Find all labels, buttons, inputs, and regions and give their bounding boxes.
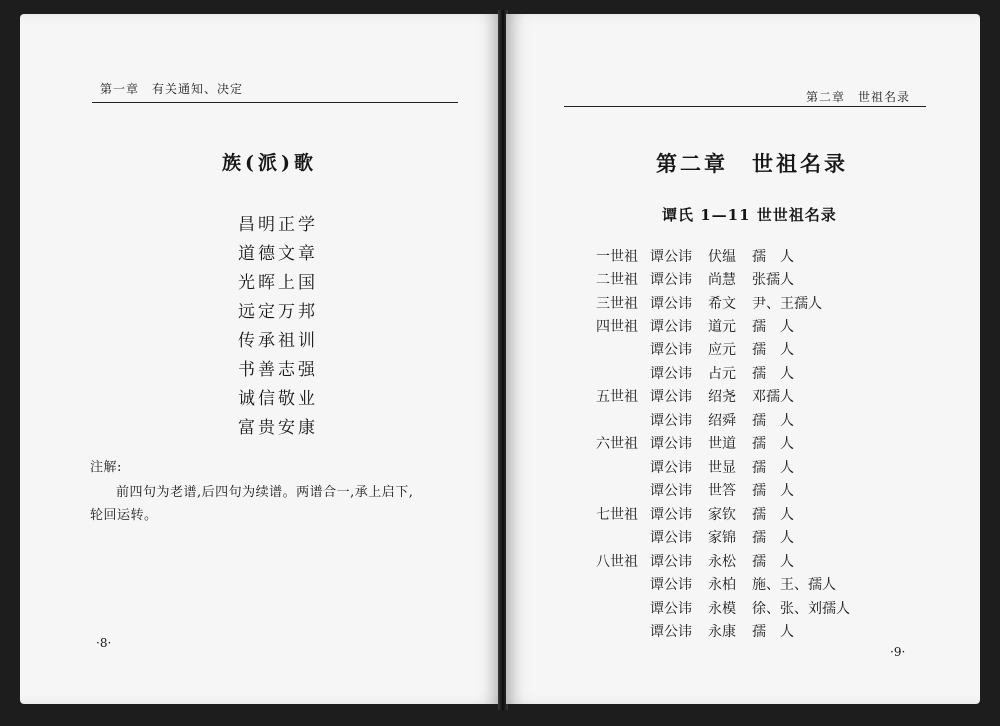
surname-cell: 谭公讳: [650, 413, 692, 429]
given-name-cell: 永柏: [708, 577, 736, 593]
ancestor-list-subtitle: 谭氏 1—11 世世祖名录: [662, 206, 837, 224]
wife-cell: 孺 人: [752, 342, 794, 358]
generation-cell: 三世祖: [596, 296, 638, 312]
right-page: [506, 14, 980, 704]
table-row: [506, 363, 980, 385]
table-row: [506, 504, 980, 526]
surname-cell: 谭公讳: [650, 601, 692, 617]
wife-cell: 孺 人: [752, 483, 794, 499]
table-row: [506, 551, 980, 573]
given-name-cell: 世道: [708, 436, 736, 452]
table-row: [506, 410, 980, 432]
wife-cell: 孺 人: [752, 436, 794, 452]
given-name-cell: 永模: [708, 601, 736, 617]
table-row: [506, 269, 980, 291]
right-page-number: ·9·: [890, 645, 906, 659]
table-row: [506, 621, 980, 643]
table-row: [506, 480, 980, 502]
verse-line: 昌明正学: [238, 215, 318, 235]
surname-cell: 谭公讳: [650, 342, 692, 358]
wife-cell: 孺 人: [752, 624, 794, 640]
wife-cell: 孺 人: [752, 507, 794, 523]
right-running-header: 第二章 世祖名录: [806, 90, 911, 104]
right-header-rule: [564, 106, 926, 107]
wife-cell: 孺 人: [752, 554, 794, 570]
verse-line: 诚信敬业: [238, 389, 318, 409]
clan-song-title: 族(派)歌: [222, 152, 317, 174]
given-name-cell: 家锦: [708, 530, 736, 546]
given-name-cell: 永松: [708, 554, 736, 570]
left-running-header: 第一章 有关通知、决定: [100, 82, 244, 96]
wife-cell: 邓孺人: [752, 389, 794, 405]
surname-cell: 谭公讳: [650, 296, 692, 312]
given-name-cell: 占元: [708, 366, 736, 382]
given-name-cell: 世显: [708, 460, 736, 476]
surname-cell: 谭公讳: [650, 507, 692, 523]
given-name-cell: 尚慧: [708, 272, 736, 288]
generation-cell: 五世祖: [596, 389, 638, 405]
table-row: [506, 246, 980, 268]
given-name-cell: 希文: [708, 296, 736, 312]
table-row: [506, 598, 980, 620]
generation-cell: 六世祖: [596, 436, 638, 452]
table-row: [506, 293, 980, 315]
wife-cell: 张孺人: [752, 272, 794, 288]
table-row: [506, 316, 980, 338]
generation-cell: 七世祖: [596, 507, 638, 523]
wife-cell: 孺 人: [752, 249, 794, 265]
surname-cell: 谭公讳: [650, 366, 692, 382]
verse-line: 光晖上国: [238, 273, 318, 293]
given-name-cell: 应元: [708, 342, 736, 358]
table-row: [506, 527, 980, 549]
given-name-cell: 伏缊: [708, 249, 736, 265]
table-row: [506, 433, 980, 455]
left-page: [20, 14, 500, 704]
surname-cell: 谭公讳: [650, 577, 692, 593]
surname-cell: 谭公讳: [650, 530, 692, 546]
given-name-cell: 永康: [708, 624, 736, 640]
given-name-cell: 世答: [708, 483, 736, 499]
surname-cell: 谭公讳: [650, 389, 692, 405]
given-name-cell: 家钦: [708, 507, 736, 523]
generation-cell: 八世祖: [596, 554, 638, 570]
surname-cell: 谭公讳: [650, 624, 692, 640]
table-row: [506, 457, 980, 479]
given-name-cell: 道元: [708, 319, 736, 335]
wife-cell: 孺 人: [752, 530, 794, 546]
generation-cell: 四世祖: [596, 319, 638, 335]
wife-cell: 孺 人: [752, 319, 794, 335]
table-row: [506, 386, 980, 408]
verse-line: 富贵安康: [238, 418, 318, 438]
surname-cell: 谭公讳: [650, 554, 692, 570]
chapter-title: 第二章 世祖名录: [656, 151, 848, 176]
table-row: [506, 339, 980, 361]
wife-cell: 徐、张、刘孺人: [752, 601, 850, 617]
wife-cell: 孺 人: [752, 413, 794, 429]
surname-cell: 谭公讳: [650, 249, 692, 265]
wife-cell: 孺 人: [752, 366, 794, 382]
surname-cell: 谭公讳: [650, 436, 692, 452]
note-text-line2: 轮回运转。: [90, 508, 158, 523]
surname-cell: 谭公讳: [650, 319, 692, 335]
note-label: 注解:: [90, 460, 122, 475]
given-name-cell: 绍尧: [708, 389, 736, 405]
verse-line: 远定万邦: [238, 302, 318, 322]
surname-cell: 谭公讳: [650, 272, 692, 288]
left-page-number: ·8·: [96, 636, 112, 650]
wife-cell: 孺 人: [752, 460, 794, 476]
surname-cell: 谭公讳: [650, 460, 692, 476]
wife-cell: 施、王、孺人: [752, 577, 836, 593]
verse-line: 道德文章: [238, 244, 318, 264]
left-header-rule: [92, 102, 458, 103]
generation-cell: 一世祖: [596, 249, 638, 265]
table-row: [506, 574, 980, 596]
verse-line: 书善志强: [238, 360, 318, 380]
wife-cell: 尹、王孺人: [752, 296, 822, 312]
generation-cell: 二世祖: [596, 272, 638, 288]
note-text-line1: 前四句为老谱,后四句为续谱。两谱合一,承上启下,: [116, 485, 414, 500]
given-name-cell: 绍舜: [708, 413, 736, 429]
verse-line: 传承祖训: [238, 331, 318, 351]
surname-cell: 谭公讳: [650, 483, 692, 499]
